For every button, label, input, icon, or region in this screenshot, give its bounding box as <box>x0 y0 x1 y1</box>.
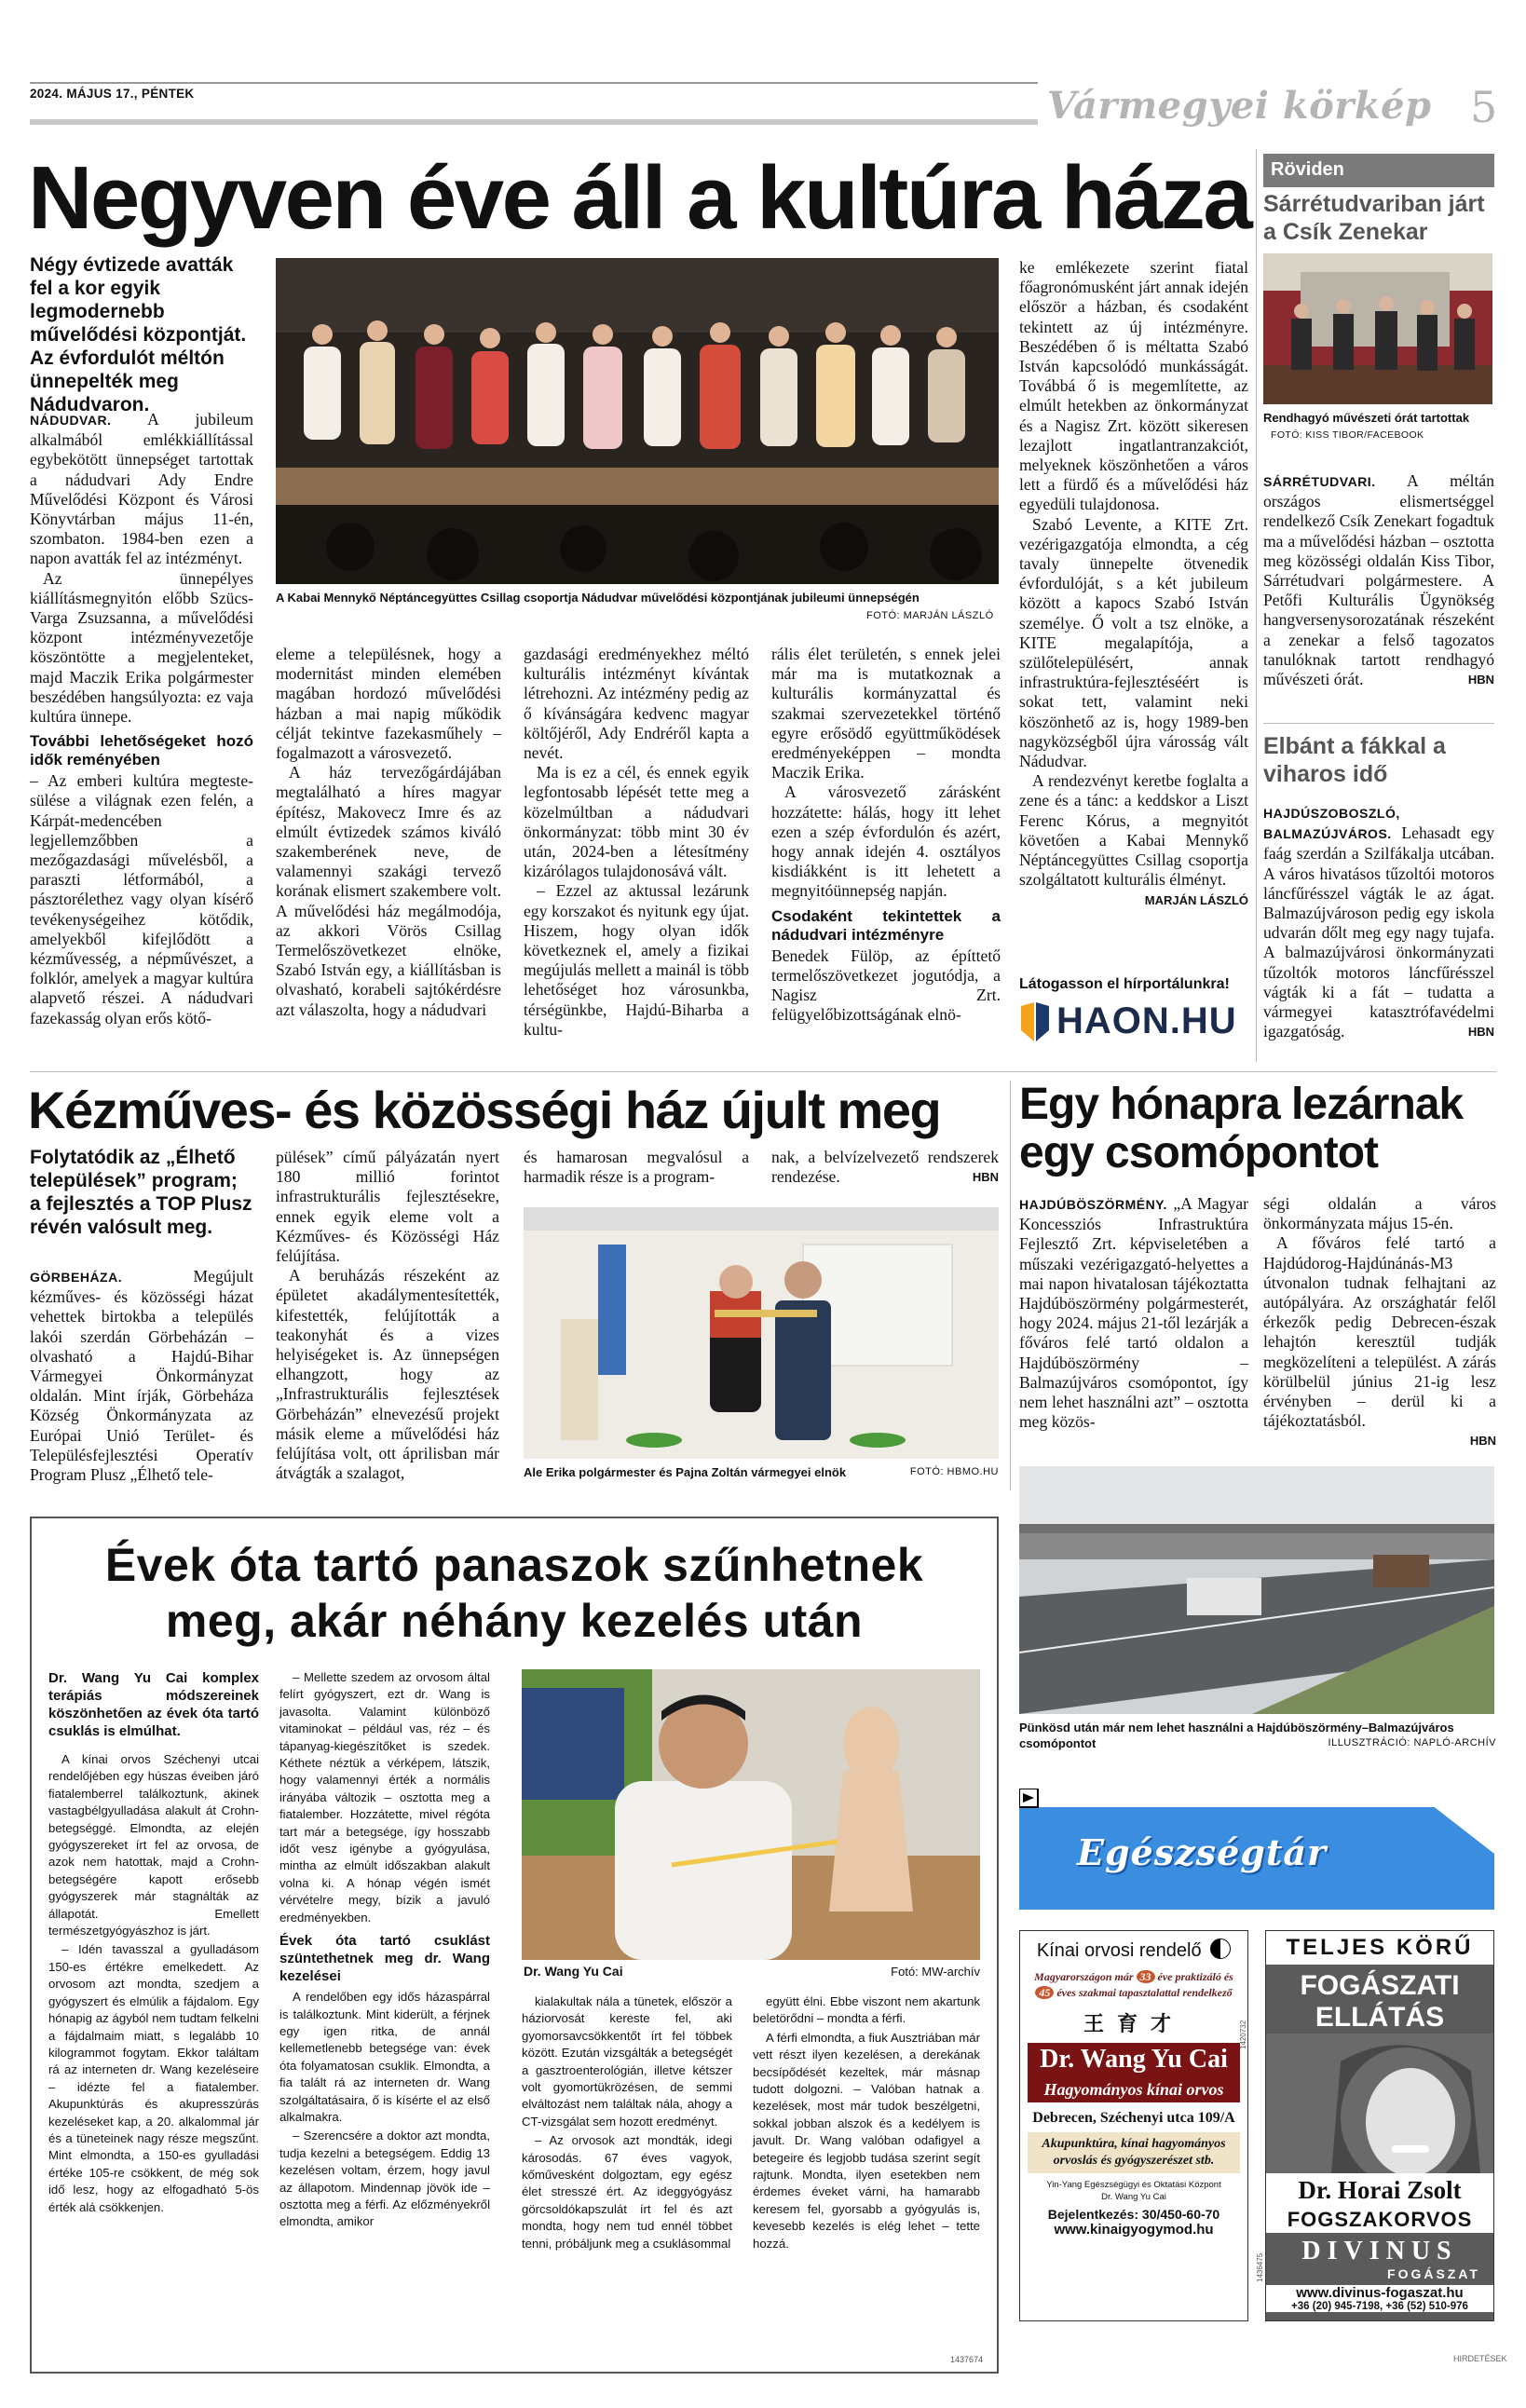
ad-col1: Dr. Wang Yu Cai komplex terápiás módszereinek köszönhetően az évek óta tartó csuklás is elmúlhat. A kínai orvos Széchenyi utcai rendelőjében egy húszas éveiben járó fiatalemberrel találkoztunk, akinek vastagbélgyulladása alakult át Crohn-betegséggé. Elmondta, az elején gyógyszereket írt fel az orvosa, de azok nem hatottak, majd a Crohn-betegségére kapott erősebb gyógyszerek már stagnálták az állapotát. Emellett természetgyógyászhoz is járt. – Idén tavasszal a gyulladásom 150-es értékre emelkedett. Az orvosom azt mondta, szedjem a gyógyszert és elmúlik a fájdalom. Egy hónapig az ágyból nem tudtam felkelni a fájdalmaim miatt, s legalább 10 kilogrammot fogytam. Ekkor találtam rá az interneten dr. Wang kezeléseire – idézte fel a fiatalember. Akupunktúrás és akupresszúrás kezeléseket kap, a 20. alkalommal jár és a tüneteinek nagy része megszűnt. Mint elmondta, a 150-es gyulladási értéke 105-re csökkent, de még sok idő lesz, hogy az elfogadható 5-ös érték alá csökkenjen. <box>48 1670 259 2214</box>
haon-tagline: Látogasson el hírportálunkra! <box>1019 976 1230 992</box>
article1-col4: rális élet területén, s ennek jelei már ma is mutatkoznak a kulturális kormányzattal és szakmai szervezetekkel történő egyre erősödő együttműködések eredményeképpen – mondta Maczik Erika. A városvezető zárásként hozzátette: hálás, hogy itt lehet ezen a szép évfordulón és azért, hogy annak idején 4. osztályos kisdiákként is itt lehetett a megnyitóünnepség napján. Csodaként tekintettek a nádudvari intézményre Benedek Fülöp, az építtető termelőszövetkezet jogutódja, a Nagisz Zrt. felügyelőbizottságának elnö- <box>771 645 1001 1025</box>
ad-col4: együtt élni. Ebbe viszont nem akartunk beletörődni – mondta a férfi. A férfi elmondta, a fiuk Ausztriában már vett részt ilyen kezelésen, a derekának becsípődését kezeltek, már másnap tudott dolgozni. – Valóban hatnak a kezelések, most már tudok beszélgetni, sokkal jobban alszok és a kedélyem is javult. Dr. Wang valóban odafigyel a betegeire és legjobb tudása szerint segít rajtunk. Mondta, ilyen esetekben nem érdemes éveket várni, ha hamarabb keresem fel, gyorsabb a gyógyulás is, kevesebb kezelés is elég lehet – tette hozzá. <box>753 1994 980 2251</box>
header-rule-bottom <box>30 119 1038 125</box>
sidebar-item1-text: SÁRRÉTUDVARI. A méltán országos elismertséggel rendelkező Csík Zenekart fogadtuk ma a művelődési házban – osztotta meg közösségi oldalán Kiss Tibor, Sárrétudvari polgármestere. A Petőfi Kulturális Ügynökség hangversenysorozatának részeként a zenekar a felső tagozatos tanulóknak tartott rendhagyó művészeti órát. HBN <box>1263 471 1494 689</box>
article2-lead: Folytatódik az „Élhető települések” program; a fejlesztés a TOP Plusz révén valósult meg. <box>30 1147 252 1238</box>
clinic-phone: Bejelentkezés: 30/450-60-70 <box>1047 2207 1220 2222</box>
dental-web[interactable]: www.divinus-fogaszat.hu <box>1266 2285 1493 2301</box>
article1-subhead2: Csodaként tekintettek a nádudvari intézményre <box>771 906 1001 944</box>
article1-dateline: NÁDUDVAR. <box>30 413 112 428</box>
highway-photo <box>1019 1466 1494 1714</box>
article1-author: MARJÁN LÁSZLÓ <box>1144 892 1248 907</box>
dental-phone: +36 (20) 945-7198, +36 (52) 510-976 <box>1266 2301 1493 2312</box>
dental-code: 1436475 <box>1256 2252 1264 2282</box>
clinic-services: Akupunktúra, kínai hagyományos orvoslás és gyógyszerészet stb. <box>1028 2132 1240 2173</box>
clinic-ad: Kínai orvosi rendelő Magyarországon már 33 éve praktizáló és 45 éves szakmai tapasztalattal rendelkező 王育才 Dr. Wang Yu Cai Hagyományos kínai orvos Debrecen, Széchenyi utca 109/A Akupunktúra, kínai hagyományos orvoslás és gyógyszerészet stb. Yin-Yang Egészségügyi és Oktatási Központ Dr. Wang Yu Cai Bejelentkezés: 30/450-60-70 www.kinaigyogymod.hu <box>1019 1930 1248 2321</box>
haon-promo[interactable] <box>1019 976 1248 1056</box>
clinic-address: Debrecen, Széchenyi utca 109/A <box>1032 2110 1235 2126</box>
sidebar-item2-title: Elbánt a fákkal a viharos idő <box>1263 733 1446 787</box>
ad-title: Évek óta tartó panaszok szűnhetnek meg, akár néhány kezelés után <box>104 1539 924 1647</box>
article3-col1: HAJDÚBÖSZÖRMÉNY. „A Magyar Koncessziós Infrastruktúra Fejlesztő Zrt. képviseletében a műszaki vezérigazgató-helyettes a mai napon hivatalosan tájékoztatta Hajdúböszörmény polgármesterét, hogy 2024. május 21-től lezárják a főváros felé tartó oldalon a Hajdúböszörmény – Balmazújváros csomópontot, így nem lehet használni azt” – osztotta meg közös- <box>1019 1194 1248 1432</box>
mayor-photo <box>524 1207 999 1459</box>
sidebar-item1-caption: Rendhagyó művészeti órát tartottak FOTÓ: KISS TIBOR/FACEBOOK <box>1263 411 1470 441</box>
dance-group-photo <box>276 258 999 584</box>
ad-lead: Dr. Wang Yu Cai komplex terápiás módszereinek köszönhetően az évek óta tartó csuklás is elmúlhat. <box>48 1670 259 1739</box>
band-photo <box>1263 253 1492 404</box>
clinic-top: Kínai orvosi rendelő <box>1036 1940 1202 1961</box>
article2-caption: Ale Erika polgármester és Pajna Zoltán vármegyei elnök FOTÓ: HBMO.HU <box>524 1465 999 1479</box>
article2-title: Kézműves- és közösségi ház újult meg <box>28 1081 941 1139</box>
section-title: Vármegyei körkép <box>1047 84 1432 128</box>
haon-logo-icon <box>1019 1002 1051 1041</box>
clinic-chinese: 王育才 <box>1083 2013 1184 2036</box>
ad-col2: – Mellette szedem az orvosom által felírt gyógyszert, ezt dr. Wang is javasolta. Valamint különböző vitaminokat – például vas, réz – és tápanyag-kiegészítőket is szedek. Kéthete néztük a vérképem, látszik, hogy valamennyi érték a normális irányába változik – osztotta meg a fiatalember. Hozzátette, mivel régóta tart már a betegsége, így hosszabb időt vesz igénybe a gyógyulása, mintha az elmúlt időszakban alakult volna ki. A hónap végén ismét vérvételre megy, bízik a javuló eredményekben. Évek óta tartó csuklást szüntethetnek meg dr. Wang kezelései A rendelőben egy idős házaspárral is találkoztunk. Mint kiderült, a férjnek egy igen ritka, de annál kellemetlenebb betegsége van: évek óta folyamatosan csuklik. Elmondta, a fia talált rá az interneten dr. Wang szolgáltatásaira, ő is kísérte el az első alkalmakra. – Szerencsére a doktor azt mondta, tudja kezelni a betegségem. Eddig 13 kezelésen voltam, érzem, hogy javul az állapotom. Mindennap jövök ide – osztotta meg a férfi. Az előzményekről elmondta, amikor <box>279 1670 490 2229</box>
article2-col3: és hamarosan megvalósul a harmadik része is a program- <box>524 1148 749 1187</box>
clinic-web[interactable]: www.kinaigyogymod.hu <box>1054 2222 1214 2238</box>
article3-caption: Pünkösd után már nem lehet használni a Hajdúböszörmény–Balmazújváros csomópontot ILLUSZTRÁCIÓ: NAPLÓ-ARCHÍV <box>1019 1721 1496 1750</box>
section-rule-1 <box>30 1071 1496 1072</box>
article2-col4: nak, a belvízelvezető rendszerek rendezése. HBN <box>771 1148 999 1187</box>
ad-col3: kialakultak nála a tünetek, először a háziorvosát kereste fel, aki gyomorsavcsökkentőt írt fel többek között. Ezután vizsgálták a betegségét a gasztroenterológián, illetve kétszer volt gyomortükrözésen, de semmi elváltozást nem találtak nála, ahogy a CT-vizsgálat sem hozott eredményt. – Az orvosok azt mondták, idegi károsodás. 67 éves vagyok, kőművesként dolgoztam, egy egész élet stresszé ért. Az ideggyógyász görcsoldókapszulát írt fel és azt mondta, hogy nem tud ennél többet tenni, próbáljunk meg a csuklásommal <box>522 1994 732 2251</box>
clinic-code: 1420732 <box>1239 2020 1247 2049</box>
article1-caption: A Kabai Mennykő Néptáncegyüttes Csillag csoportja Nádudvar művelődési központjának jubileumi ünnepségén <box>276 591 920 605</box>
sidebar-item1-title: Sárrétudvariban járt a Csík Zenekar <box>1263 191 1485 245</box>
clinic-subtitle: Hagyományos kínai orvos <box>1028 2076 1240 2102</box>
article1-lead: Négy évtizede avatták fel a kor egyik legmodernebb művelődési központját. Az évfordulót méltón ünnepelték meg Nádudvaron. <box>30 254 247 415</box>
dental-ad <box>1265 1930 1494 2321</box>
article1-col5: ke emlékezete szerint fiatal főagronómusként járt annak idején először a házban, és csodaként tekintett az új intézményre. Beszédében ő is méltatta Szabó István kapcsolódó munkásságát. Továbbá ő is megemlítette, az elmúlt hetekben az önkormányzat és a Nagisz Zrt. között sikeresen lezajlott ingatlantranzakciót, melyeknek köszönhetően a város lett a fürdő és a művelődési ház egyedüli tulajdonosa. Szabó Levente, a KITE Zrt. vezérigazgatója elmondta, a cég tavaly ünnepelte ötvenedik évfordulóját, s a két jubileum között a kapocs Szabó István személye. Ő volt a tsz elnöke, a KITE megalapítója, a szülőtelepülésért, annak infrastruktúra-fejlesztéséért is sokat tett, valamint neki köszönhető az is, hogy 1989-ben nagyközségből újra városság vált Nádudvar. A rendezvényt keretbe foglalta a zene és a tánc: a keddskor a Liszt Ferenc Kórus, a megnyitót követően a Kabai Mennykő Néptáncegyüttes Csillag csoportja szolgáltatott kulturális élményt. MARJÁN LÁSZLÓ <box>1019 258 1248 910</box>
article3-title: Egy hónapra lezárnak egy csomópontot <box>1019 1080 1464 1177</box>
haon-logo: HAON.HU <box>1056 1000 1237 1041</box>
dental-title: FOGSZAKORVOS <box>1266 2207 1493 2233</box>
dental-brand: DIVINUS <box>1301 2237 1458 2265</box>
article1-col3: gazdasági eredményekhez méltó kulturális intézményt kívántak létrehozni. Az intézmény pedig az ő kívánságára kedvenc magyar költőjéről, Ady Endréről kapta a nevét. Ma is ez a cél, és ennek egyik legfontosabb lépését tette meg a közelmúltban a nádudvari önkormányzat: több mint 30 év után, 2024-ben a létesítmény kizárólagos tulajdonosává vált. – Ezzel az aktussal lezárunk egy korszakot és nyitunk egy újat. Hiszem, hogy olyan idők következnek el, amely a fizikai megújulás mellett a mainál is több lehetőséget hoz városunkba, térségünkbe, Hajdú-Biharba a kultu- <box>524 645 749 1039</box>
ad-code: 1437674 <box>950 2355 984 2364</box>
article3-divider <box>1010 1081 1011 1490</box>
article2-col2: pülések” című pályázatán nyert 180 millió forintot infrastrukturális fejlesztésekre, ennek egyik eleme volt a Kézműves- és Közösségi Ház felújítása. A beruházás részeként az épületet akadálymentesítették, kifestették, felújították a teakonyhát és a vizes helyiségeket is. Az ünnepségen elhangzott, hogy az „Infrastrukturális fejlesztések Görbeházán” elnevezésű projekt másik eleme a művelődési ház felújítása volt, ott áprilisban már átvágták a szalagot, <box>276 1148 499 1483</box>
dental-name: Dr. Horai Zsolt <box>1266 2173 1493 2207</box>
article1-subhead1: További lehetőségeket hozó idők reményében <box>30 732 253 769</box>
ad-photo-caption: Dr. Wang Yu Cai Fotó: MW-archív <box>524 1964 980 1979</box>
sidebar-label: Röviden <box>1263 154 1494 187</box>
dental-brand2: FOGÁSZAT <box>1387 2266 1480 2281</box>
article1-photo-credit: FOTÓ: MARJÁN LÁSZLÓ <box>866 610 994 621</box>
article2-col1: GÖRBEHÁZA. Megújult kézműves- és közösségi házat vehettek birtokba a település lakói szerdán Görbeházán – olvasható a Hajdú-Bihar Vármegyei Önkormányzat oldalán. Mint írják, Görbeháza Község Önkormányzata az Európai Unió Terület- és Településfejlesztési Operatív Program Plusz „Élhető tele- <box>30 1267 253 1485</box>
article1-title: Negyven éve áll a kultúra háza <box>28 148 1251 248</box>
dental-l3: ELLÁTÁS <box>1315 2002 1445 2033</box>
clinic-name: Dr. Wang Yu Cai <box>1028 2043 1240 2076</box>
page-number: 5 <box>1470 82 1498 132</box>
article3-dateline: HAJDÚBÖSZÖRMÉNY. <box>1019 1197 1167 1212</box>
article1-col2: eleme a településnek, hogy a modernitást minden elemében magában hordozó művelődési házban a mai napig működik célját tekintve fazekasműhely – fogalmazott a városvezető. A ház tervezőgárdájában megtalálható a híres magyar építész, Makovecz Imre és az elmúlt évtizedek számos kiváló szakemberének neve, de valamennyi szakági tervező korának elismert szakembere volt. A művelődési ház megálmodója, az akkori Vörös Csillag Termelőszövetkezet elnöke, Szabó István egy, a kiállításban is olvasható, korabeli sajtókérdésre azt válaszolta, hogy a nádudvari <box>276 645 501 1019</box>
article3-col2: ségi oldalán a város önkormányzata május 15-én. A főváros felé tartó a Hajdúdorog-Hajdúnánás-M3 útvonalon tudnak felhajtani az autópályára. Az országhatár felől érkezők pedig Debrecen-észak lehajtón keresztül tudják megközelíteni a települést. A zárás körülbelül június 21-ig lesz érvényben – derül ki a tájékoztatásból. HBN <box>1263 1194 1496 1449</box>
dental-l1: TELJES KÖRŰ <box>1286 1935 1474 1960</box>
ad-subhead: Évek óta tartó csuklást szüntethetnek meg dr. Wang kezelései <box>279 1933 490 1985</box>
header-date: 2024. MÁJUS 17., PÉNTEK <box>30 87 195 101</box>
sidebar-item2-text: HAJDÚSZOBOSZLÓ, BALMAZÚJVÁROS. Lehasadt egy faág szerdán a Szilfákalja utcában. A város hivatásos tűzoltói motoros láncfűrésszel vágták le az ágat. Balmazújvároson pedig egy iskola udvarán dőlt meg egy nagy tujafa. A balmazújvárosi önkormányzati tűzoltók motoros láncfűrésszel vágták ki a fát – tudatta a vármegyei katasztrófavédelmi igazgatóság. HBN <box>1263 806 1494 1041</box>
doctor-photo <box>522 1669 980 1960</box>
footer-label: HIRDETÉSEK <box>1453 2354 1507 2363</box>
sidebar-separator <box>1263 723 1494 724</box>
dental-l2: FOGÁSZATI <box>1300 1970 1460 2001</box>
article2-dateline: GÖRBEHÁZA. <box>30 1270 123 1285</box>
health-banner-title: Egészségtár <box>1077 1831 1328 1873</box>
yinyang-icon <box>1210 1939 1231 1959</box>
article1-col1: NÁDUDVAR. A jubileum alkalmából emlékkiállítással egybekötött ünnepséget tartottak a nádudvari Ady Endre Művelődési Központ és Városi Könyvtárban május 11-én, szombaton. 1984-ben ezen a napon avatták fel az intézményt. Az ünnepélyes kiállításmegnyitón előbb Szücs-Varga Zsuzsanna, a művelődési központ intézményvezetője köszöntötte a megjelenteket, majd Maczik Erika polgármester beszédében hangsúlyozta: ez vaja kultúra ünnepe. További lehetőségeket hozó idők reményében – Az emberi kultúra megteste-sülése a világnak ezen felén, a Kárpát-medencében legjellemzőbben a mezőgazdasági művelésből, a paraszti létformából, a pásztorélethez vagy olyan kísérő tevékenységeihez kötődik, amelyekből kifejlődött a kézművesség, a népművészet, a folklór, amelyek a magyar kultúra alapvető részei. A nádudvari fazekasság olyan erős kötő- <box>30 410 253 1027</box>
sidebar-divider <box>1256 149 1257 1062</box>
header-rule-top <box>30 82 1038 84</box>
dental-model-photo <box>1266 2034 1494 2173</box>
health-banner <box>1019 1789 1494 1910</box>
